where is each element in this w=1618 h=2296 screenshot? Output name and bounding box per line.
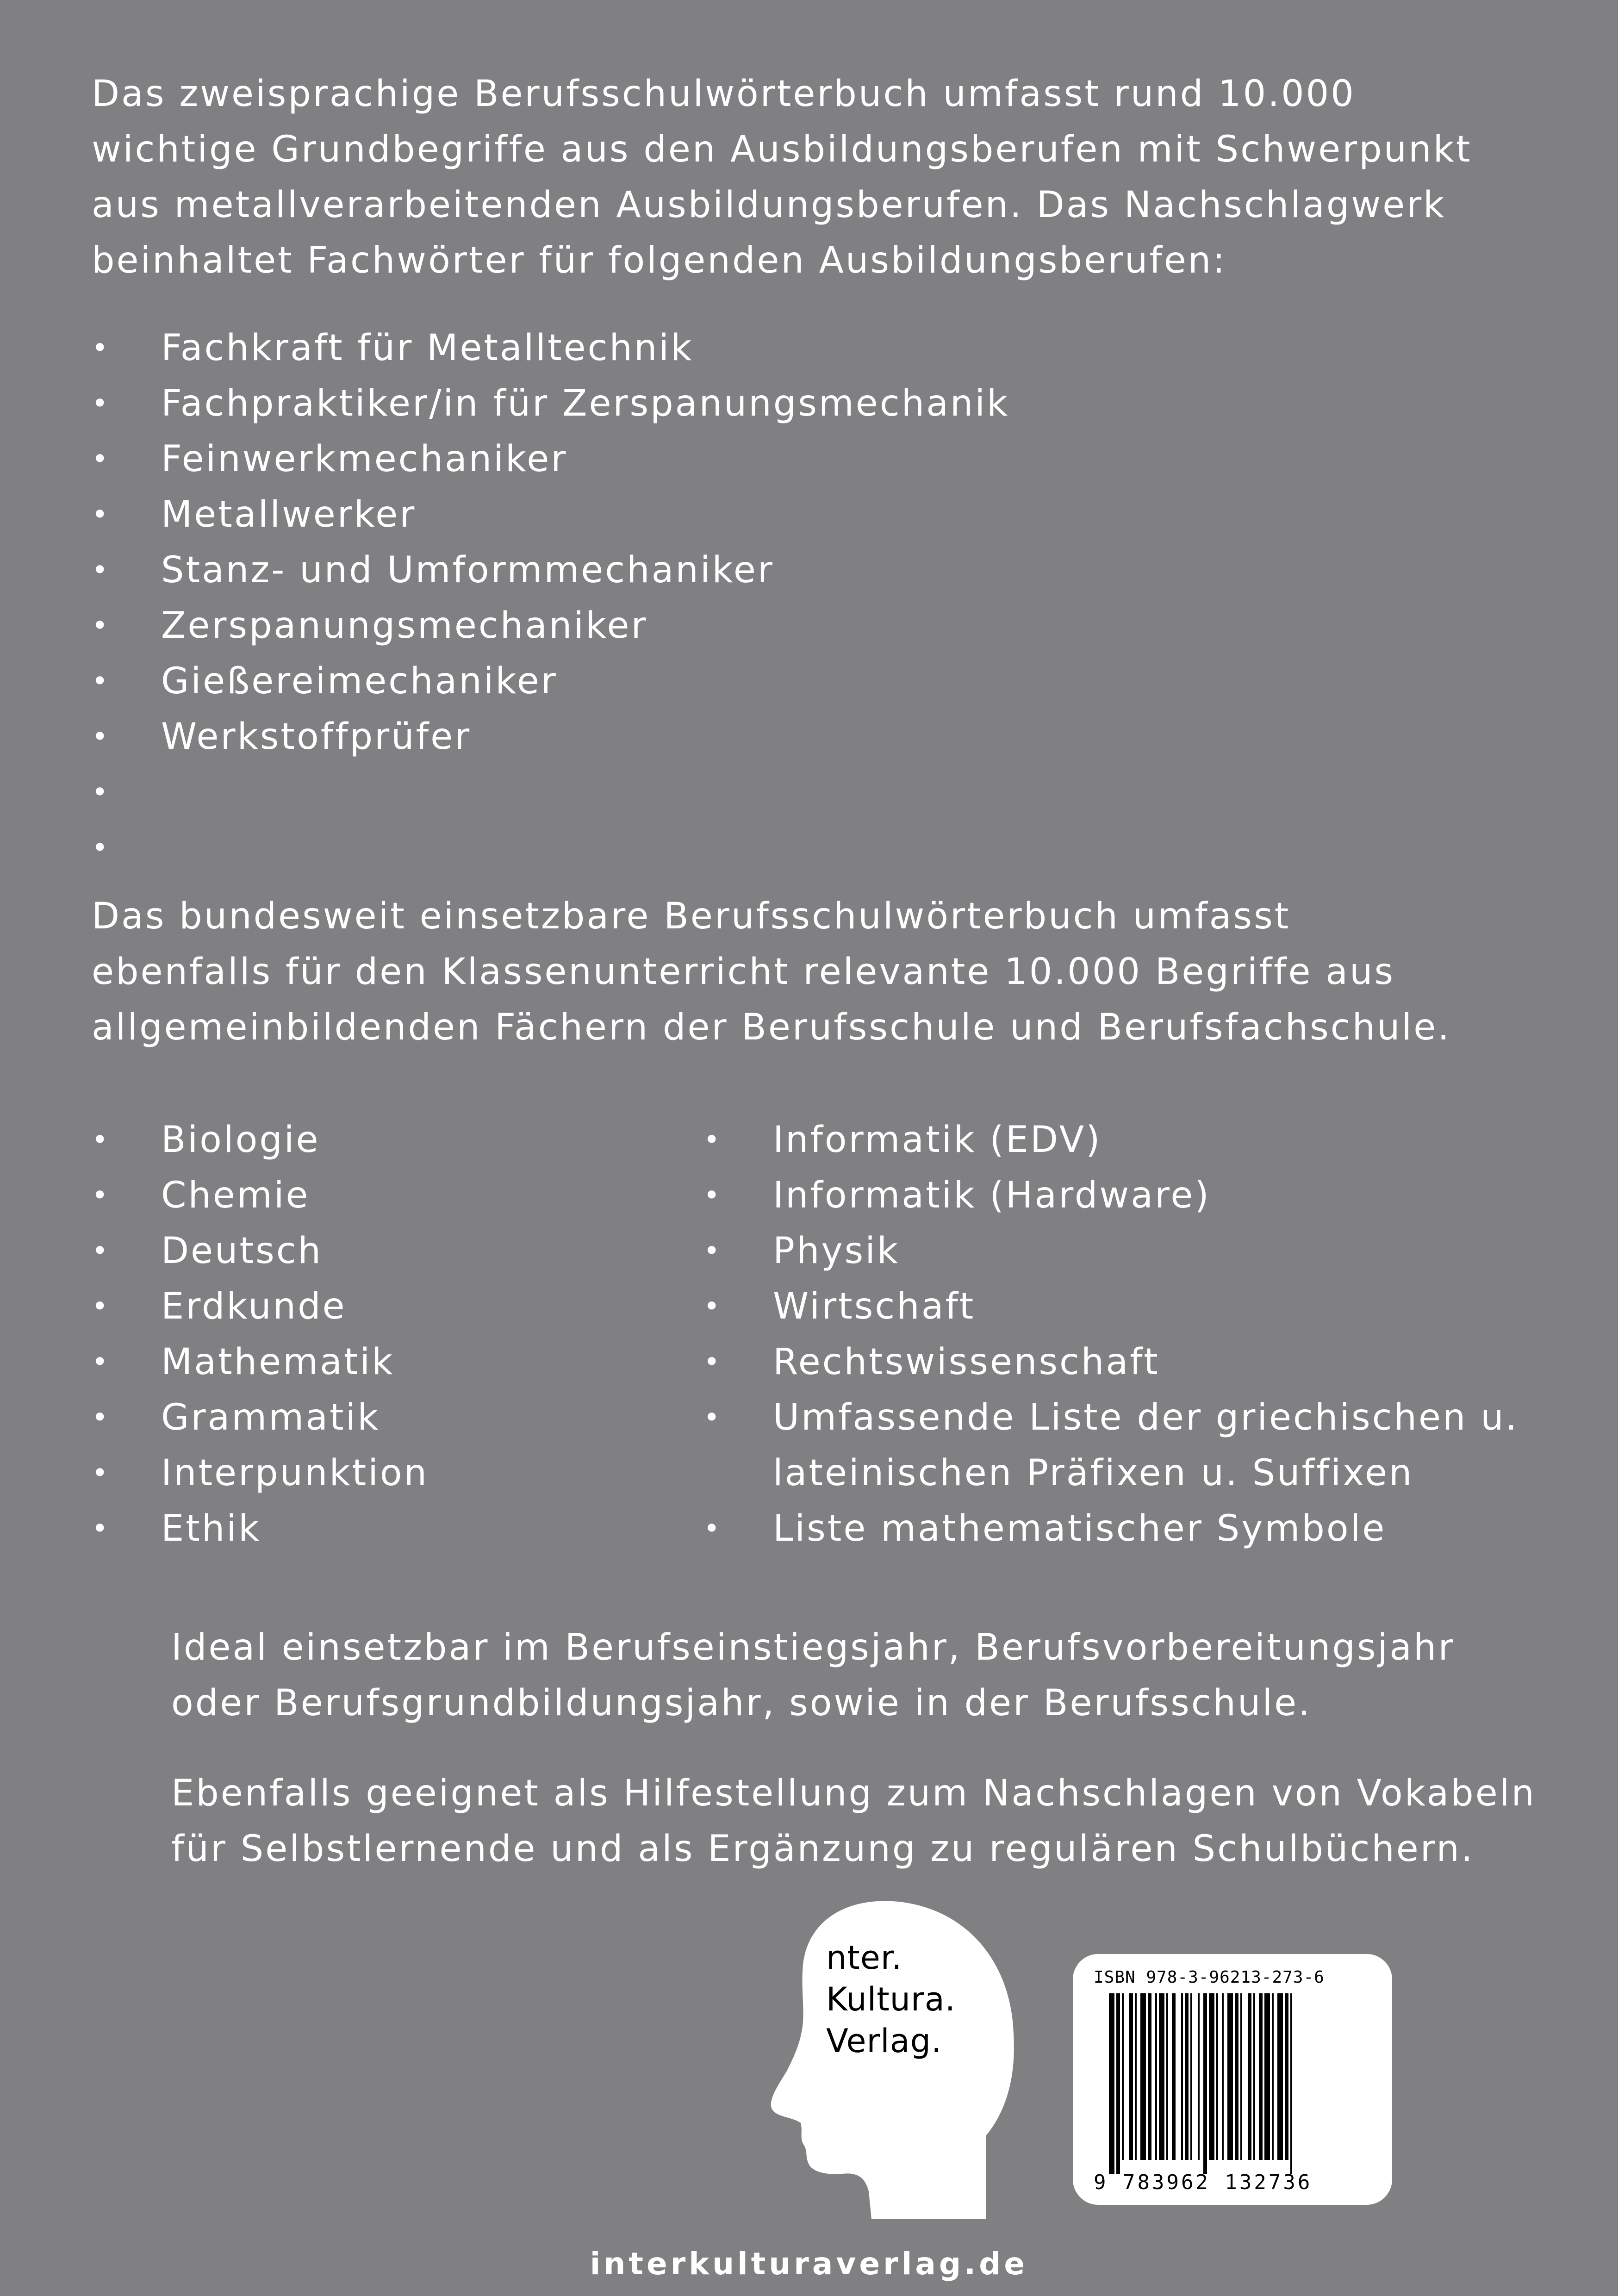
list-item: [92, 709, 1295, 765]
barcode-bar: [1259, 1993, 1263, 2160]
subject-label: [773, 1390, 1518, 1501]
bullet: •: [92, 1179, 110, 1212]
intro-line: Das zweisprachige Berufsschulwörterbuch umfasst rund 10.000: [92, 73, 1356, 115]
barcode-bar: [1190, 1993, 1192, 2160]
barcode-bar: [1277, 1993, 1283, 2160]
subject-label: Biologie: [161, 1119, 320, 1161]
profession-label: Gießereimechaniker: [161, 660, 558, 702]
bullet: •: [92, 554, 110, 586]
list-item: [92, 1501, 647, 1556]
bullet: •: [92, 1346, 110, 1378]
subject-label: Informatik (EDV): [773, 1119, 1102, 1161]
subject-label: Liste mathematischer Symbole: [773, 1508, 1387, 1549]
barcode-bar: [1185, 1993, 1189, 2160]
general-line: allgemeinbildenden Fächern der Berufsschule und Berufsfachschule.: [92, 1007, 1451, 1048]
bullet: •: [92, 332, 110, 364]
website-url: interkulturaverlag.de: [590, 2246, 1028, 2282]
isbn-barcode: [1073, 1954, 1392, 2205]
subject-label: Ethik: [161, 1508, 261, 1549]
subject-label-line: lateinischen Präfixen u. Suffixen: [773, 1452, 1414, 1494]
ideal-paragraph: [171, 1620, 1455, 1731]
list-item: [92, 1334, 647, 1390]
ideal-line: Ideal einsetzbar im Berufseinstiegsjahr, Berufsvorbereitungsjahr: [171, 1627, 1455, 1668]
bullet: •: [92, 776, 110, 809]
bullet: •: [703, 1179, 722, 1212]
barcode-bar: [1155, 1993, 1157, 2160]
bullet: •: [92, 1512, 110, 1545]
ean-digits: 9 783962 132736: [1094, 2171, 1313, 2194]
barcode-bar: [1216, 1993, 1218, 2160]
barcode-bars: [1109, 1993, 1359, 2174]
barcode-bar: [1140, 1993, 1146, 2160]
barcode-bar: [1159, 1993, 1164, 2160]
logo-text: [826, 1937, 956, 2062]
barcode-bar: [1203, 1993, 1207, 2174]
logo-line: Verlag.: [826, 2022, 942, 2060]
logo-line: nter.: [826, 1939, 902, 1977]
subject-label: Erdkunde: [161, 1286, 347, 1327]
subjects-list-left: [92, 1112, 647, 1556]
subject-label: Mathematik: [161, 1341, 395, 1383]
also-paragraph: [171, 1766, 1536, 1877]
intro-paragraph: [92, 66, 1472, 288]
barcode-bar: [1129, 1993, 1133, 2160]
subject-label: Physik: [773, 1230, 900, 1272]
barcode-bar: [1253, 1993, 1255, 2160]
bullet: •: [92, 665, 110, 697]
subject-label: Deutsch: [161, 1230, 323, 1272]
list-item: [92, 653, 1295, 709]
bullet: •: [703, 1346, 722, 1378]
barcode-bar: [1122, 1993, 1124, 2160]
list-item: [92, 1279, 647, 1334]
list-item: [703, 1279, 1583, 1334]
also-line: Ebenfalls geeignet als Hilfestellung zum Nachschlagen von Vokabeln: [171, 1773, 1536, 1814]
intro-line: wichtige Grundbegriffe aus den Ausbildungsberufen mit Schwerpunkt: [92, 129, 1472, 170]
profession-label: Werkstoffprüfer: [161, 716, 472, 758]
bullet: •: [703, 1124, 722, 1156]
barcode-bar: [1290, 1993, 1292, 2174]
subject-label: Wirtschaft: [773, 1286, 976, 1327]
barcode-bar: [1235, 1993, 1238, 2160]
profession-label: Zerspanungsmechaniker: [161, 605, 648, 647]
bullet: •: [92, 1457, 110, 1489]
barcode-bar: [1222, 1993, 1224, 2160]
profession-label: Metallwerker: [161, 494, 417, 535]
list-item: [92, 598, 1295, 653]
professions-list: [92, 320, 1295, 876]
barcode-bar: [1116, 1993, 1120, 2174]
barcode-bar: [1148, 1993, 1151, 2160]
list-item: [92, 1112, 647, 1168]
bullet: •: [92, 498, 110, 531]
barcode-bar: [1135, 1993, 1137, 2160]
list-item: [92, 542, 1295, 598]
barcode-bar: [1166, 1993, 1168, 2160]
bullet: •: [703, 1401, 722, 1434]
subjects-list-right: [703, 1112, 1583, 1556]
bullet: •: [92, 1401, 110, 1434]
list-item: [92, 431, 1295, 487]
general-paragraph: [92, 889, 1451, 1055]
list-item: [92, 1445, 647, 1501]
profession-label: Fachpraktiker/in für Zerspanungsmechanik: [161, 383, 1010, 424]
list-item: [703, 1112, 1583, 1168]
barcode-bar: [1285, 1993, 1288, 2160]
also-line: für Selbstlernende und als Ergänzung zu regulären Schulbüchern.: [171, 1828, 1475, 1870]
intro-line: beinhaltet Fachwörter für folgenden Ausbildungsberufen:: [92, 240, 1227, 281]
bullet: •: [92, 1290, 110, 1323]
barcode-bar: [1248, 1993, 1251, 2160]
subject-label: Rechtswissenschaft: [773, 1341, 1160, 1383]
list-item: [92, 820, 1295, 876]
barcode-bar: [1109, 1993, 1114, 2174]
bullet: •: [703, 1235, 722, 1267]
barcode-bar: [1227, 1993, 1233, 2160]
bullet: •: [92, 610, 110, 642]
list-item: [703, 1501, 1583, 1556]
intro-line: aus metallverarbeitenden Ausbildungsberufen. Das Nachschlagwerk: [92, 184, 1446, 226]
bullet: •: [92, 721, 110, 753]
list-item: [703, 1390, 1583, 1501]
list-item: [703, 1168, 1583, 1223]
barcode-bar: [1198, 1993, 1200, 2160]
list-item: [92, 1168, 647, 1223]
subject-label: Grammatik: [161, 1397, 380, 1438]
profession-label: Stanz- und Umformmechaniker: [161, 549, 774, 591]
general-line: Das bundesweit einsetzbare Berufsschulwörterbuch umfasst: [92, 896, 1291, 937]
list-item: [703, 1334, 1583, 1390]
ideal-line: oder Berufsgrundbildungsjahr, sowie in der Berufsschule.: [171, 1682, 1312, 1724]
logo-line: Kultura.: [826, 1980, 956, 2018]
list-item: [92, 1390, 647, 1445]
bullet: •: [92, 387, 110, 420]
profession-label: Feinwerkmechaniker: [161, 438, 568, 480]
list-item: [92, 487, 1295, 542]
barcode-bar: [1272, 1993, 1274, 2160]
list-item: [92, 1223, 647, 1279]
bullet: •: [92, 1124, 110, 1156]
bullet: •: [92, 1235, 110, 1267]
bullet: •: [92, 443, 110, 475]
list-item: [92, 376, 1295, 431]
subject-label: Interpunktion: [161, 1452, 429, 1494]
subject-label: Informatik (Hardware): [773, 1175, 1211, 1216]
list-item: [92, 320, 1295, 376]
subject-label: Chemie: [161, 1175, 310, 1216]
isbn-text: ISBN 978-3-96213-273-6: [1094, 1968, 1325, 1987]
publisher-logo: [766, 1895, 1016, 2219]
barcode-bar: [1240, 1993, 1242, 2160]
barcode-bar: [1181, 1993, 1183, 2160]
subject-label-line: Umfassende Liste der griechischen u.: [773, 1397, 1519, 1438]
bullet: •: [703, 1290, 722, 1323]
profession-label: Fachkraft für Metalltechnik: [161, 327, 694, 369]
bullet: •: [92, 832, 110, 864]
list-item: [92, 765, 1295, 820]
barcode-bar: [1209, 1993, 1214, 2160]
barcode-bar: [1264, 1993, 1270, 2160]
bullet: •: [703, 1512, 722, 1545]
barcode-bar: [1172, 1993, 1176, 2160]
general-line: ebenfalls für den Klassenunterricht relevante 10.000 Begriffe aus: [92, 951, 1395, 993]
list-item: [703, 1223, 1583, 1279]
